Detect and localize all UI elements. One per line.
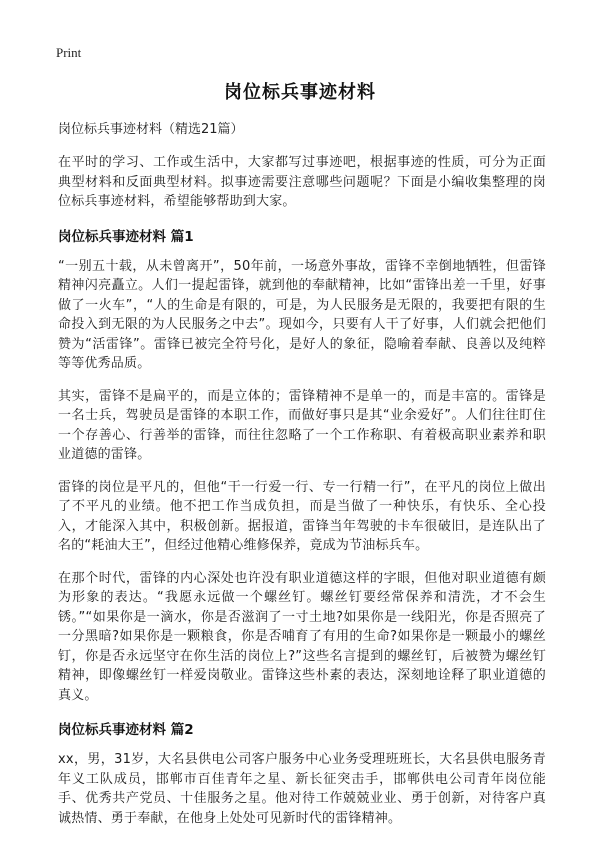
section-1-paragraph-4: 在那个时代，雷锋的内心深处也许没有职业道德这样的字眼，但他对职业道德有颇为形象的表达。“我愿永远做一个螺丝钉。螺丝钉要经常保养和清洗，才不会生锈。”“如果你是一滴水，你是否滋润了一寸土地?如果你是一线阳光，你是否照亮了一分黑暗?如果你是一颗粮食，你是否哺育了有用的生命?如果你是一颗最小的螺丝钉，你是否永远坚守在你生活的岗位上?”这些名言提到的螺丝钉，后被赞为螺丝钉精神，即像螺丝钉一样爱岗敬业。雷锋这些朴素的表达，深刻地诠释了职业道德的真义。 xyxy=(58,570,546,703)
section-heading-2: 岗位标兵事迹材料 篇2 xyxy=(58,722,194,738)
intro-paragraph: 在平时的学习、工作或生活中，大家都写过事迹吧，根据事迹的性质，可分为正面典型材料和反面典型材料。拟事迹需要注意哪些问题呢？下面是小编收集整理的岗位标兵事迹材料，希望能够帮助到大家。 xyxy=(58,155,546,209)
document-body xyxy=(58,120,546,841)
section-1-paragraph-3: 雷锋的岗位是平凡的，但他“干一行爱一行、专一行精一行”，在平凡的岗位上做出了不平凡的业绩。他不把工作当成负担，而是当做了一种快乐，有快乐、全心投入，才能深入其中，积极创新。据报道，雷锋当年驾驶的卡车很破旧，是连队出了名的“耗油大王”，但经过他精心维修保养，竟成为节油标兵车。 xyxy=(58,479,546,553)
page-title: 岗位标兵事迹材料 xyxy=(224,82,376,103)
section-heading-1: 岗位标兵事迹材料 篇1 xyxy=(58,228,194,245)
section-1-paragraph-2: 其实，雷锋不是扁平的，而是立体的；雷锋精神不是单一的，而是丰富的。雷锋是一名士兵，驾驶员是雷锋的本职工作，而做好事只是其“业余爱好”。人们往往盯住一个存善心、行善举的雷锋，而往往忽略了一个工作称职、有着极高职业素养和职业道德的雷锋。 xyxy=(58,388,546,462)
document-subtitle: 岗位标兵事迹材料（精选21篇） xyxy=(58,122,244,137)
print-link[interactable]: Print xyxy=(56,45,82,60)
section-2-paragraph-1: xx，男，31岁，大名县供电公司客户服务中心业务受理班班长，大名县供电服务青年义工队成员，邯郸市百佳青年之星、新长征突击手，邯郸供电公司青年岗位能手、优秀共产党员、十佳服务之星。他对待工作兢兢业业、勇于创新，对待客户真诚热情、勇于奉献，在他身上处处可见新时代的雷锋精神。 xyxy=(58,752,546,826)
section-1-paragraph-1: “一别五十载，从未曾离开”，50年前，一场意外事故，雷锋不幸倒地牺牲，但雷锋精神闪亮矗立。人们一提起雷锋，就到他的奉献精神，比如“雷锋出差一千里，好事做了一火车”，“人的生命是有限的，可是，为人民服务是无限的，我要把有限的生命投入到无限的为人民服务之中去”。现如今，只要有人干了好事，人们就会把他们赞为“活雷锋”。雷锋已被完全符号化，是好人的象征，隐喻着奉献、良善以及纯粹等等优秀品质。 xyxy=(58,258,546,371)
